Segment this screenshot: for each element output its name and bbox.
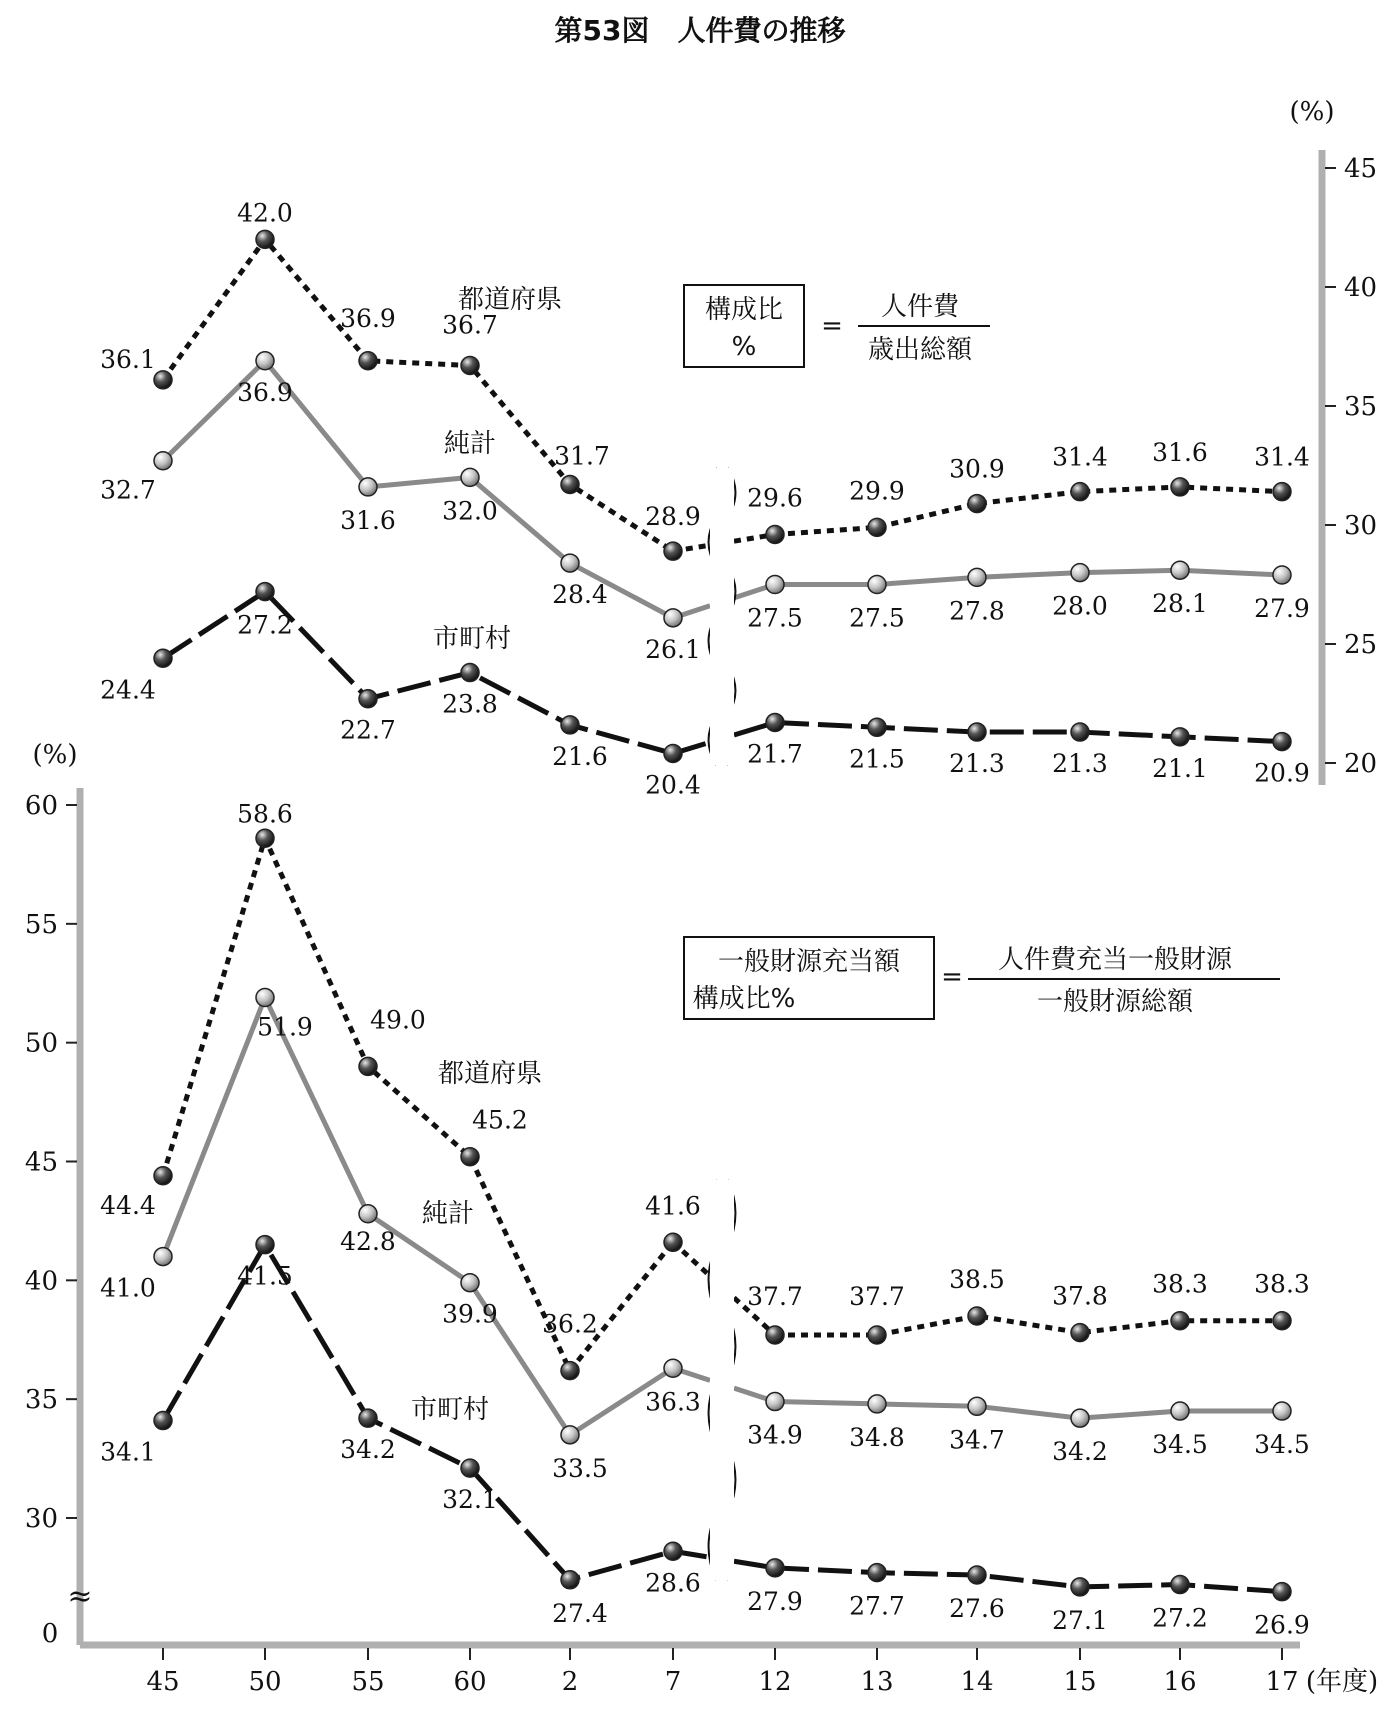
bottom-formula-denominator: 一般財源総額: [1036, 987, 1194, 1017]
top-data-label-純計: 36.9: [237, 377, 293, 407]
bottom-zero-label: 0: [41, 1619, 59, 1649]
bottom-point-市町村: [561, 1571, 579, 1589]
bottom-point-純計: [256, 989, 274, 1007]
bottom-point-都道府県: [1273, 1312, 1291, 1330]
top-point-市町村: [154, 649, 172, 667]
top-y-tick-label: 35: [1344, 392, 1378, 422]
bottom-data-label-純計: 33.5: [552, 1453, 608, 1483]
bottom-data-label-市町村: 26.9: [1254, 1610, 1310, 1640]
top-point-市町村: [359, 690, 377, 708]
bottom-y-tick-label: 40: [24, 1266, 58, 1297]
bottom-data-label-純計: 34.8: [849, 1422, 905, 1452]
bottom-line-純計: [163, 998, 673, 1435]
top-point-都道府県: [766, 526, 784, 544]
bottom-y-tick-label: 45: [24, 1147, 58, 1178]
bottom-data-label-都道府県: 38.3: [1254, 1269, 1310, 1299]
top-point-都道府県: [968, 495, 986, 513]
top-point-都道府県: [461, 357, 479, 375]
bottom-point-市町村: [1071, 1578, 1089, 1596]
bottom-data-label-市町村: 41.5: [237, 1261, 293, 1291]
x-tick-label: 60: [453, 1667, 487, 1697]
top-series-name: 純計: [443, 429, 497, 459]
bottom-break-gap: [710, 1180, 734, 1580]
bottom-point-純計: [664, 1359, 682, 1377]
top-data-label-純計: 32.0: [442, 496, 498, 526]
x-tick-label: 16: [1163, 1667, 1197, 1697]
bottom-data-label-純計: 34.5: [1152, 1430, 1208, 1460]
bottom-line-市町村: [775, 1568, 1282, 1592]
bottom-point-市町村: [868, 1564, 886, 1582]
top-data-label-都道府県: 28.9: [645, 502, 701, 532]
top-point-純計: [461, 468, 479, 486]
bottom-y-tick-label: 50: [24, 1028, 58, 1059]
top-data-label-純計: 27.8: [949, 596, 1005, 626]
bottom-data-label-市町村: 27.1: [1052, 1605, 1108, 1635]
bottom-series-name: 都道府県: [437, 1059, 543, 1089]
bottom-data-label-都道府県: 45.2: [472, 1105, 528, 1135]
top-data-label-市町村: 23.8: [442, 689, 498, 719]
top-data-label-純計: 32.7: [100, 475, 156, 505]
top-data-label-市町村: 21.1: [1152, 753, 1208, 783]
top-point-市町村: [968, 723, 986, 741]
bottom-point-純計: [1071, 1409, 1089, 1427]
top-point-都道府県: [154, 371, 172, 389]
bottom-point-都道府県: [968, 1307, 986, 1325]
bottom-formula-equals: =: [941, 962, 963, 992]
top-data-label-純計: 27.5: [849, 603, 905, 633]
top-y-tick-label: 30: [1344, 511, 1378, 541]
top-point-都道府県: [359, 352, 377, 370]
top-formula-equals: =: [821, 311, 843, 341]
top-data-label-純計: 28.1: [1152, 589, 1208, 619]
bottom-data-label-都道府県: 36.2: [542, 1309, 598, 1339]
top-data-label-都道府県: 31.4: [1052, 442, 1108, 472]
top-point-市町村: [561, 716, 579, 734]
top-point-純計: [968, 568, 986, 586]
bottom-data-label-市町村: 27.7: [849, 1591, 905, 1621]
bottom-data-label-市町村: 32.1: [442, 1485, 498, 1515]
bottom-data-label-都道府県: 38.3: [1152, 1269, 1208, 1299]
top-point-都道府県: [1273, 483, 1291, 501]
bottom-data-label-純計: 39.9: [442, 1299, 498, 1329]
bottom-point-市町村: [1273, 1583, 1291, 1601]
top-data-label-純計: 28.4: [552, 580, 608, 610]
top-point-市町村: [766, 714, 784, 732]
bottom-series-name: 純計: [421, 1199, 475, 1229]
top-point-純計: [359, 478, 377, 496]
bottom-point-都道府県: [461, 1148, 479, 1166]
bottom-y-tick-label: 35: [24, 1385, 58, 1416]
top-data-label-市町村: 21.7: [747, 739, 803, 769]
top-point-都道府県: [561, 476, 579, 494]
top-data-label-都道府県: 36.1: [100, 344, 156, 374]
x-axis-unit: (年度): [1305, 1667, 1379, 1697]
top-data-label-純計: 27.5: [747, 603, 803, 633]
top-data-label-市町村: 21.6: [552, 741, 608, 771]
top-point-市町村: [1071, 723, 1089, 741]
bottom-line-都道府県: [775, 1316, 1282, 1335]
top-point-純計: [766, 576, 784, 594]
bottom-point-市町村: [766, 1559, 784, 1577]
bottom-formula-numerator: 人件費充当一般財源: [997, 945, 1233, 975]
x-tick-label: 17: [1265, 1667, 1299, 1697]
bottom-data-label-都道府県: 41.6: [645, 1191, 701, 1221]
top-data-label-市町村: 24.4: [100, 675, 156, 705]
bottom-y-tick-label: 30: [24, 1504, 58, 1534]
bottom-data-label-純計: 34.9: [747, 1420, 803, 1450]
bottom-point-純計: [561, 1426, 579, 1444]
top-point-市町村: [1171, 728, 1189, 746]
top-y-tick-label: 25: [1344, 630, 1378, 660]
bottom-data-label-市町村: 27.9: [747, 1586, 803, 1616]
bottom-data-label-純計: 41.0: [100, 1273, 156, 1303]
bottom-data-label-市町村: 27.6: [949, 1594, 1005, 1624]
bottom-point-都道府県: [1071, 1324, 1089, 1342]
bottom-data-label-都道府県: 37.7: [747, 1281, 803, 1311]
top-point-純計: [1171, 561, 1189, 579]
bottom-point-純計: [461, 1274, 479, 1292]
x-tick-label: 45: [146, 1667, 180, 1697]
bottom-point-純計: [1273, 1402, 1291, 1420]
bottom-data-label-都道府県: 49.0: [370, 1005, 426, 1035]
top-formula-numerator: 人件費: [880, 292, 960, 322]
top-point-都道府県: [868, 518, 886, 536]
top-data-label-純計: 31.6: [340, 505, 396, 535]
top-data-label-都道府県: 29.6: [747, 483, 803, 513]
top-data-label-純計: 27.9: [1254, 593, 1310, 623]
bottom-data-label-純計: 36.3: [645, 1387, 701, 1417]
bottom-point-純計: [868, 1395, 886, 1413]
top-data-label-都道府県: 31.7: [554, 441, 610, 471]
bottom-point-純計: [359, 1205, 377, 1223]
x-tick-label: 14: [960, 1667, 994, 1697]
top-point-都道府県: [256, 230, 274, 248]
bottom-data-label-都道府県: 58.6: [237, 799, 293, 829]
top-y-unit: (%): [1289, 97, 1335, 127]
top-point-都道府県: [1071, 483, 1089, 501]
bottom-data-label-市町村: 34.2: [340, 1435, 396, 1465]
bottom-series-name: 市町村: [410, 1395, 490, 1425]
bottom-point-市町村: [154, 1412, 172, 1430]
bottom-point-市町村: [359, 1409, 377, 1427]
bottom-point-都道府県: [868, 1326, 886, 1344]
bottom-point-都道府県: [154, 1167, 172, 1185]
top-series-name: 都道府県: [457, 285, 563, 315]
bottom-data-label-純計: 34.2: [1052, 1437, 1108, 1467]
bottom-point-純計: [766, 1393, 784, 1411]
top-point-都道府県: [1171, 478, 1189, 496]
top-data-label-市町村: 20.9: [1254, 758, 1310, 788]
top-data-label-市町村: 21.3: [949, 749, 1005, 779]
top-data-label-市町村: 21.5: [849, 744, 905, 774]
top-formula-left-1: 構成比: [704, 295, 784, 325]
top-point-市町村: [461, 664, 479, 682]
bottom-data-label-純計: 34.7: [949, 1425, 1005, 1455]
bottom-data-label-市町村: 28.6: [645, 1568, 701, 1598]
top-point-純計: [1273, 566, 1291, 584]
top-formula-left-2: %: [731, 332, 757, 362]
top-data-label-都道府県: 29.9: [849, 476, 905, 506]
bottom-data-label-純計: 42.8: [340, 1226, 396, 1256]
top-point-市町村: [256, 583, 274, 601]
bottom-point-都道府県: [1171, 1312, 1189, 1330]
bottom-point-純計: [968, 1397, 986, 1415]
x-tick-label: 50: [248, 1667, 282, 1697]
x-tick-label: 12: [758, 1667, 792, 1697]
top-data-label-純計: 26.1: [645, 634, 701, 664]
top-point-純計: [1071, 564, 1089, 582]
bottom-data-label-市町村: 27.4: [552, 1598, 608, 1628]
bottom-point-都道府県: [664, 1233, 682, 1251]
top-point-純計: [664, 609, 682, 627]
bottom-data-label-市町村: 27.2: [1152, 1603, 1208, 1633]
bottom-y-tick-label: 55: [24, 909, 58, 940]
chart-title: 第53図 人件費の推移: [554, 14, 846, 47]
bottom-point-市町村: [461, 1459, 479, 1477]
bottom-line-純計: [775, 1402, 1282, 1419]
bottom-data-label-純計: 51.9: [257, 1012, 313, 1042]
bottom-y-tick-label: 60: [24, 791, 58, 821]
top-data-label-都道府県: 31.6: [1152, 437, 1208, 467]
bottom-data-label-都道府県: 38.5: [949, 1264, 1005, 1294]
top-y-tick-label: 20: [1344, 749, 1378, 779]
top-series-name: 市町村: [432, 624, 512, 654]
bottom-point-都道府県: [561, 1362, 579, 1380]
bottom-point-市町村: [1171, 1576, 1189, 1594]
bottom-data-label-都道府県: 37.7: [849, 1281, 905, 1311]
top-line-純計: [775, 570, 1282, 584]
bottom-point-市町村: [968, 1566, 986, 1584]
bottom-y-unit: (%): [32, 740, 78, 770]
top-point-市町村: [1273, 733, 1291, 751]
bottom-data-label-純計: 34.5: [1254, 1430, 1310, 1460]
top-data-label-市町村: 20.4: [645, 770, 701, 800]
top-data-label-都道府県: 31.4: [1254, 442, 1310, 472]
top-y-tick-label: 40: [1344, 273, 1378, 303]
top-point-市町村: [664, 744, 682, 762]
top-point-市町村: [868, 718, 886, 736]
top-data-label-都道府県: 42.0: [237, 198, 293, 228]
top-formula-denominator: 歳出総額: [867, 335, 973, 365]
bottom-axis-break-symbol: ≈: [67, 1579, 93, 1614]
x-tick-label: 15: [1063, 1667, 1097, 1697]
bottom-point-都道府県: [359, 1057, 377, 1075]
top-point-純計: [256, 352, 274, 370]
bottom-point-都道府県: [766, 1326, 784, 1344]
top-data-label-都道府県: 30.9: [949, 454, 1005, 484]
x-tick-label: 7: [664, 1667, 682, 1697]
bottom-data-label-都道府県: 37.8: [1052, 1281, 1108, 1311]
top-point-純計: [154, 452, 172, 470]
top-point-都道府県: [664, 542, 682, 560]
bottom-data-label-都道府県: 44.4: [100, 1190, 156, 1220]
top-break-gap: [710, 468, 734, 765]
bottom-formula-left-1: 一般財源充当額: [717, 947, 901, 977]
top-data-label-市町村: 27.2: [237, 610, 293, 640]
x-tick-label: 55: [351, 1667, 385, 1697]
bottom-formula-left-2: 構成比%: [692, 984, 796, 1014]
top-line-市町村: [775, 723, 1282, 742]
bottom-point-市町村: [664, 1542, 682, 1560]
top-data-label-市町村: 21.3: [1052, 749, 1108, 779]
x-tick-label: 13: [860, 1667, 894, 1697]
x-tick-label: 2: [561, 1667, 579, 1697]
bottom-point-純計: [1171, 1402, 1189, 1420]
bottom-point-市町村: [256, 1236, 274, 1254]
top-y-tick-label: 45: [1344, 154, 1378, 184]
top-point-純計: [868, 576, 886, 594]
top-data-label-純計: 28.0: [1052, 591, 1108, 621]
bottom-point-純計: [154, 1248, 172, 1266]
top-data-label-都道府県: 36.9: [340, 303, 396, 333]
top-data-label-都道府県: 36.7: [442, 310, 498, 340]
bottom-data-label-市町村: 34.1: [100, 1437, 156, 1467]
top-data-label-市町村: 22.7: [340, 715, 396, 745]
top-point-純計: [561, 554, 579, 572]
bottom-point-都道府県: [256, 829, 274, 847]
